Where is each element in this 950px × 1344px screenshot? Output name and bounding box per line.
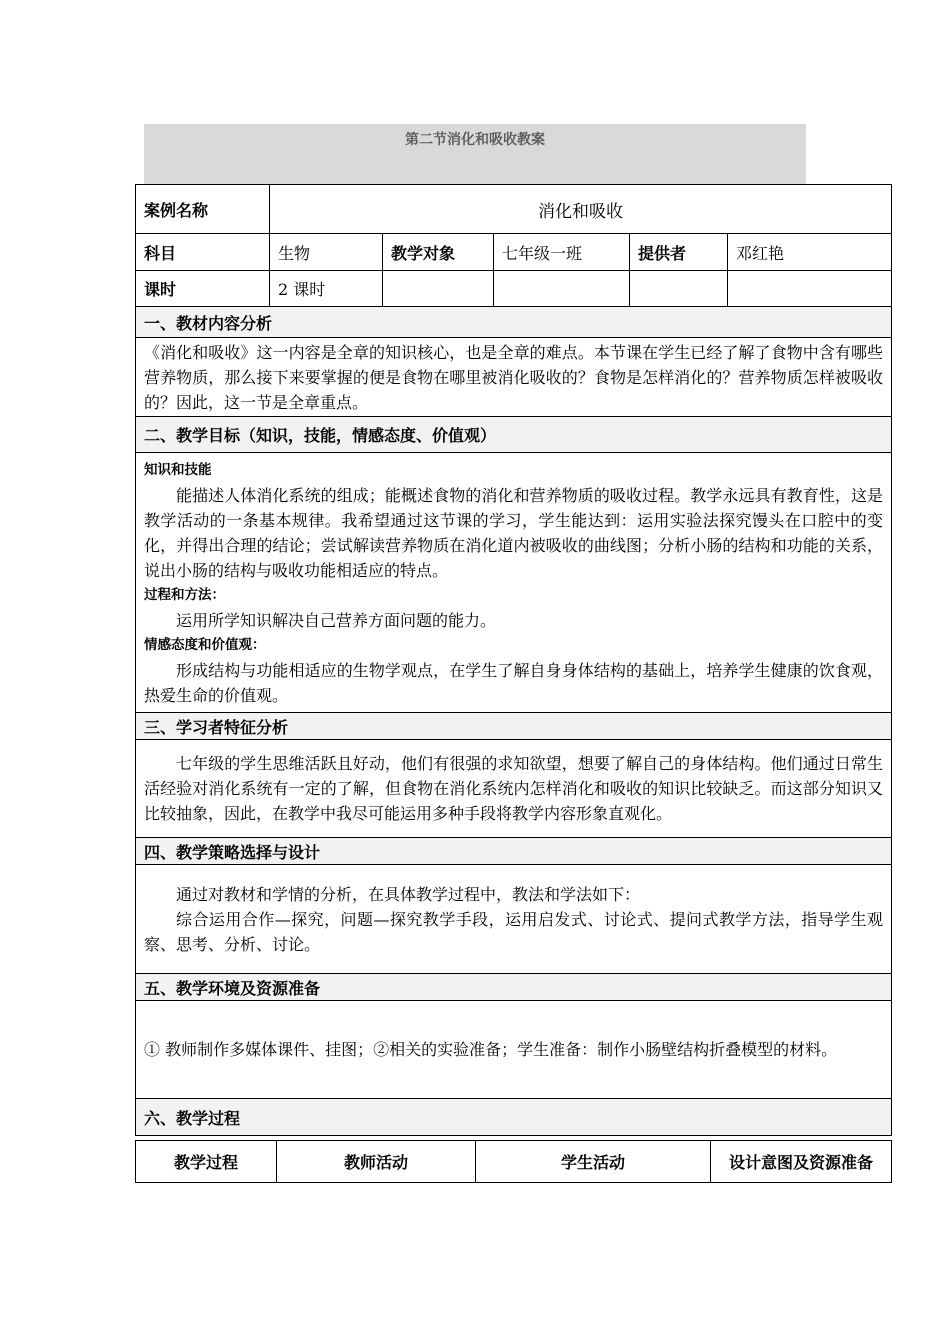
provider-value: 邓红艳 (728, 234, 892, 271)
empty-cell (728, 271, 892, 307)
sec4-heading: 四、教学策略选择与设计 (136, 838, 892, 865)
process-label: 过程和方法： (144, 586, 225, 603)
empty-cell (383, 271, 494, 307)
col-teacher: 教师活动 (277, 1141, 476, 1183)
sec1-text: 《消化和吸收》这一内容是全章的知识核心，也是全章的难点。本节课在学生已经了解了食物中含有哪些营养物质，那么接下来要掌握的便是食物在哪里被消化吸收的？食物是怎样消化的？营养物质怎样被吸收的？因此，这一节是全章重点。 (136, 338, 892, 417)
case-row (136, 185, 892, 234)
knowledge-text: 能描述人体消化系统的组成；能概述食物的消化和营养物质的吸收过程。教学永远具有教育性，这是教学活动的一条基本规律。我希望通过这节课的学习，学生能达到：运用实验法探究馒头在口腔中的变化，并得出合理的结论；尝试解读营养物质在消化道内被吸收的曲线图；分析小肠的结构和功能的关系，说出小肠的结构与吸收功能相适应的特点。 (144, 485, 884, 580)
sec4-heading-row (136, 838, 892, 865)
sec3-heading: 三、学习者特征分析 (136, 713, 892, 740)
emotion-label: 情感态度和价值观： (144, 636, 266, 653)
sec1-heading-row (136, 307, 892, 338)
sec1-body-row (136, 338, 892, 417)
process-header-table (135, 1140, 892, 1183)
hours-row (136, 271, 892, 307)
sec4-text2: 综合运用合作—探究，问题—探究教学手段，运用启发式、讨论式、提问式教学方法，指导学生观察、思考、分析、讨论。 (144, 909, 884, 954)
case-value: 消化和吸收 (270, 185, 892, 234)
hours-value: 2 课时 (270, 271, 383, 307)
sec5-heading: 五、教学环境及资源准备 (136, 974, 892, 1001)
hours-label: 课时 (136, 271, 270, 307)
col-intent: 设计意图及资源准备 (711, 1141, 892, 1183)
info-row (136, 234, 892, 271)
sec6-heading: 六、教学过程 (136, 1099, 892, 1136)
sec4-body-row (136, 865, 892, 974)
sec2-heading: 二、教学目标（知识，技能，情感态度、价值观） (136, 417, 892, 453)
sec2-body-row (136, 453, 892, 713)
target-label: 教学对象 (383, 234, 494, 271)
sec6-heading-row (136, 1099, 892, 1136)
provider-label: 提供者 (630, 234, 728, 271)
process-header-row (136, 1141, 892, 1183)
sec5-heading-row (136, 974, 892, 1001)
emotion-text: 形成结构与功能相适应的生物学观点，在学生了解自身身体结构的基础上，培养学生健康的饮食观，热爱生命的价值观。 (144, 660, 884, 705)
sec3-heading-row (136, 713, 892, 740)
lesson-plan-table (135, 184, 892, 1136)
empty-cell (630, 271, 728, 307)
sec4-text1: 通过对教材和学情的分析，在具体教学过程中，教法和学法如下： (176, 884, 641, 904)
sec1-heading: 一、教材内容分析 (136, 307, 892, 338)
sec5-body-row (136, 1001, 892, 1099)
empty-cell (494, 271, 630, 307)
sec5-text: ① 教师制作多媒体课件、挂图；②相关的实验准备；学生准备：制作小肠壁结构折叠模型的材料。 (136, 1001, 892, 1099)
document-title: 第二节消化和吸收教案 (405, 132, 545, 148)
col-student: 学生活动 (476, 1141, 711, 1183)
sec2-heading-row (136, 417, 892, 453)
target-value: 七年级一班 (494, 234, 630, 271)
col-process: 教学过程 (136, 1141, 277, 1183)
subject-value: 生物 (270, 234, 383, 271)
sec3-text: 七年级的学生思维活跃且好动，他们有很强的求知欲望，想要了解自己的身体结构。他们通过日常生活经验对消化系统有一定的了解，但食物在消化系统内怎样消化和吸收的知识比较缺乏。而这部分知识又比较抽象，因此，在教学中我尽可能运用多种手段将教学内容形象直观化。 (136, 740, 892, 838)
sec3-body-row (136, 740, 892, 838)
title-banner (144, 124, 806, 184)
knowledge-label: 知识和技能 (144, 461, 212, 478)
case-label: 案例名称 (136, 185, 270, 234)
subject-label: 科目 (136, 234, 270, 271)
process-text: 运用所学知识解决自己营养方面问题的能力。 (176, 610, 497, 630)
